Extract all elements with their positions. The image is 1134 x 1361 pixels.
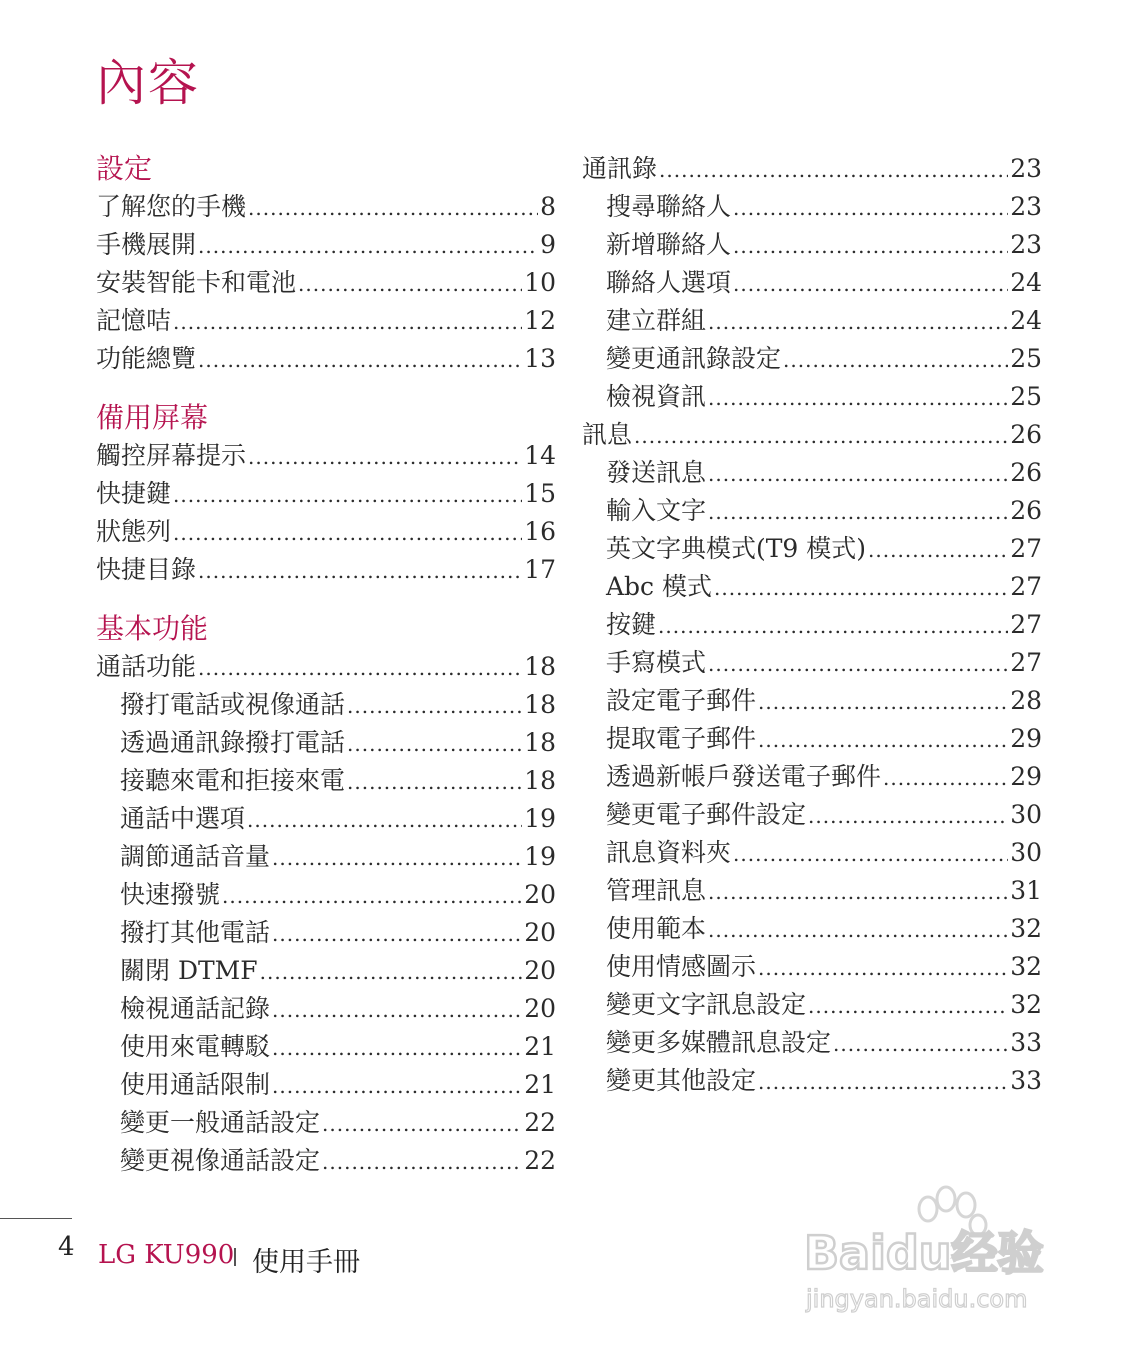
toc-entry	[582, 910, 1042, 948]
toc-entry	[96, 340, 556, 378]
toc-entry-label: 變更一般通話設定	[120, 1108, 321, 1137]
toc-entry-page: 15	[524, 479, 556, 508]
toc-entry-page: 14	[524, 441, 556, 470]
toc-entry-label: 建立群組	[606, 306, 707, 335]
dot-leader	[248, 189, 538, 227]
toc-entry-page: 20	[524, 956, 556, 985]
footer-separator	[234, 1248, 236, 1266]
dot-leader	[347, 725, 522, 763]
toc-right-column	[582, 150, 1042, 1100]
toc-entry-label: 接聽來電和拒接來電	[120, 766, 346, 795]
toc-entry-label: 訊息資料夾	[606, 838, 732, 867]
dot-leader	[347, 687, 522, 725]
toc-entry	[582, 1062, 1042, 1100]
toc-entry-label: 安裝智能卡和電池	[96, 268, 297, 297]
toc-entry-label: 透過通訊錄撥打電話	[120, 728, 346, 757]
toc-entry-page: 20	[524, 918, 556, 947]
toc-entry	[96, 762, 556, 800]
toc-entry	[582, 948, 1042, 986]
dot-leader	[298, 265, 522, 303]
toc-entry-page: 18	[524, 728, 556, 757]
dot-leader	[758, 721, 1008, 759]
dot-leader	[173, 514, 522, 552]
toc-entry-page: 26	[1010, 496, 1042, 525]
toc-entry-label: 變更通訊錄設定	[606, 344, 782, 373]
section-heading: 設定	[96, 152, 153, 185]
toc-entry-label: 通話功能	[96, 652, 197, 681]
dot-leader	[708, 493, 1008, 531]
toc-entry-label: 使用來電轉駁	[120, 1032, 271, 1061]
toc-entry-page: 29	[1010, 762, 1042, 791]
toc-entry	[96, 188, 556, 226]
toc-entry	[582, 226, 1042, 264]
toc-entry	[582, 644, 1042, 682]
toc-entry-page: 13	[524, 344, 556, 373]
dot-leader	[733, 189, 1008, 227]
section-gap	[96, 378, 556, 399]
toc-entry-page: 30	[1010, 838, 1042, 867]
dot-leader	[868, 531, 1008, 569]
dot-leader	[708, 455, 1008, 493]
toc-entry-page: 23	[1010, 230, 1042, 259]
toc-entry-label: 英文字典模式(T9 模式)	[606, 534, 867, 563]
toc-entry	[582, 378, 1042, 416]
toc-entry-page: 33	[1010, 1028, 1042, 1057]
toc-entry-label: 使用通話限制	[120, 1070, 271, 1099]
toc-entry-page: 17	[524, 555, 556, 584]
toc-entry-label: 撥打電話或視像通話	[120, 690, 346, 719]
toc-entry	[96, 1066, 556, 1104]
dot-leader	[198, 649, 522, 687]
dot-leader	[733, 227, 1008, 265]
toc-entry-page: 32	[1010, 990, 1042, 1019]
dot-leader	[758, 1063, 1008, 1101]
toc-entry-label: 了解您的手機	[96, 192, 247, 221]
toc-entry-page: 23	[1010, 192, 1042, 221]
toc-entry-page: 32	[1010, 952, 1042, 981]
dot-leader	[808, 987, 1008, 1025]
toc-entry-page: 9	[540, 230, 556, 259]
toc-entry-label: 提取電子郵件	[606, 724, 757, 753]
toc-entry-page: 25	[1010, 382, 1042, 411]
toc-entry	[582, 492, 1042, 530]
dot-leader	[173, 476, 522, 514]
dot-leader	[883, 759, 1008, 797]
section-heading: 備用屏幕	[96, 401, 209, 434]
toc-entry-label: 觸控屏幕提示	[96, 441, 247, 470]
toc-entry-page: 27	[1010, 610, 1042, 639]
toc-entry-label: 撥打其他電話	[120, 918, 271, 947]
toc-entry-page: 26	[1010, 420, 1042, 449]
dot-leader	[714, 569, 1008, 607]
dot-leader	[260, 953, 523, 991]
dot-leader	[322, 1143, 522, 1181]
toc-entry-label: 變更視像通話設定	[120, 1146, 321, 1175]
toc-entry	[96, 1028, 556, 1066]
dot-leader	[634, 417, 1008, 455]
dot-leader	[708, 379, 1008, 417]
section-heading: 基本功能	[96, 612, 209, 645]
dot-leader	[708, 911, 1008, 949]
toc-entry-label: 變更多媒體訊息設定	[606, 1028, 832, 1057]
toc-entry-page: 8	[540, 192, 556, 221]
toc-entry-page: 22	[524, 1108, 556, 1137]
toc-entry	[96, 226, 556, 264]
dot-leader	[733, 835, 1008, 873]
toc-entry-page: 20	[524, 880, 556, 909]
toc-entry-page: 27	[1010, 648, 1042, 677]
dot-leader	[708, 303, 1008, 341]
toc-entry-label: 快速撥號	[120, 880, 221, 909]
dot-leader	[758, 949, 1008, 987]
toc-entry	[96, 302, 556, 340]
baidu-jingyan-watermark	[800, 1185, 1070, 1320]
toc-entry-label: 變更其他設定	[606, 1066, 757, 1095]
toc-entry-label: 聯絡人選項	[606, 268, 732, 297]
toc-entry-page: 23	[1010, 154, 1042, 183]
dot-leader	[248, 438, 522, 476]
toc-entry	[582, 606, 1042, 644]
toc-entry-page: 18	[524, 690, 556, 719]
toc-entry	[582, 454, 1042, 492]
toc-entry-page: 33	[1010, 1066, 1042, 1095]
toc-entry-page: 18	[524, 766, 556, 795]
toc-entry-label: 狀態列	[96, 517, 172, 546]
toc-entry-label: 手機展開	[96, 230, 197, 259]
dot-leader	[173, 303, 522, 341]
dot-leader	[733, 265, 1008, 303]
toc-entry	[582, 758, 1042, 796]
section-gap	[96, 589, 556, 610]
toc-entry-label: 關閉 DTMF	[120, 956, 258, 985]
toc-entry-label: 快捷鍵	[96, 479, 172, 508]
toc-entry-label: Abc 模式	[606, 572, 713, 601]
dot-leader	[272, 839, 522, 877]
toc-entry	[96, 551, 556, 589]
toc-entry-page: 22	[524, 1146, 556, 1175]
dot-leader	[708, 645, 1008, 683]
toc-entry	[582, 720, 1042, 758]
toc-entry-page: 27	[1010, 534, 1042, 563]
toc-entry	[96, 800, 556, 838]
dot-leader	[222, 877, 522, 915]
toc-entry-page: 10	[524, 268, 556, 297]
toc-entry-label: 使用範本	[606, 914, 707, 943]
toc-entry	[582, 796, 1042, 834]
toc-entry-label: 新增聯絡人	[606, 230, 732, 259]
toc-entry-label: 按鍵	[606, 610, 657, 639]
toc-entry-page: 16	[524, 517, 556, 546]
toc-entry	[96, 990, 556, 1028]
toc-entry-label: 快捷目錄	[96, 555, 197, 584]
toc-entry	[96, 876, 556, 914]
toc-left-column	[96, 150, 556, 1180]
dot-leader	[272, 1067, 522, 1105]
toc-entry	[96, 838, 556, 876]
toc-entry-label: 檢視通話記錄	[120, 994, 271, 1023]
toc-entry-page: 28	[1010, 686, 1042, 715]
watermark-url: jingyan.baidu.com	[806, 1285, 1028, 1313]
toc-entry	[582, 872, 1042, 910]
toc-entry-label: 發送訊息	[606, 458, 707, 487]
toc-entry-label: 調節通話音量	[120, 842, 271, 871]
toc-entry-label: 變更電子郵件設定	[606, 800, 807, 829]
toc-entry-label: 功能總覽	[96, 344, 197, 373]
toc-entry	[96, 264, 556, 302]
toc-entry-label: 訊息	[582, 420, 633, 449]
toc-entry	[96, 437, 556, 475]
toc-entry-page: 26	[1010, 458, 1042, 487]
toc-entry-page: 29	[1010, 724, 1042, 753]
toc-entry-page: 19	[524, 804, 556, 833]
toc-entry	[582, 188, 1042, 226]
model-name: LG KU990	[98, 1240, 235, 1270]
dot-leader	[808, 797, 1008, 835]
footer-rule	[0, 1218, 72, 1219]
toc-entry	[582, 568, 1042, 606]
toc-entry-label: 透過新帳戶發送電子郵件	[606, 762, 882, 791]
toc-entry	[96, 648, 556, 686]
page-number: 4	[58, 1232, 75, 1262]
dot-leader	[198, 341, 522, 379]
toc-entry-label: 輸入文字	[606, 496, 707, 525]
toc-entry-page: 21	[524, 1032, 556, 1061]
toc-entry-page: 32	[1010, 914, 1042, 943]
toc-entry-page: 21	[524, 1070, 556, 1099]
toc-entry-label: 通訊錄	[582, 154, 658, 183]
toc-entry-page: 19	[524, 842, 556, 871]
page-title: 內容	[96, 54, 200, 112]
toc-entry-page: 18	[524, 652, 556, 681]
toc-entry-label: 記憶咭	[96, 306, 172, 335]
toc-entry-label: 搜尋聯絡人	[606, 192, 732, 221]
toc-entry-page: 27	[1010, 572, 1042, 601]
dot-leader	[322, 1105, 522, 1143]
toc-entry	[96, 724, 556, 762]
dot-leader	[758, 683, 1008, 721]
toc-entry	[582, 302, 1042, 340]
dot-leader	[272, 915, 522, 953]
toc-entry-label: 通話中選項	[120, 804, 246, 833]
toc-entry-page: 12	[524, 306, 556, 335]
toc-entry	[96, 513, 556, 551]
toc-entry	[582, 264, 1042, 302]
toc-entry	[582, 340, 1042, 378]
toc-entry	[582, 986, 1042, 1024]
toc-entry	[96, 1142, 556, 1180]
toc-entry-label: 檢視資訊	[606, 382, 707, 411]
toc-entry-page: 20	[524, 994, 556, 1023]
toc-entry-page: 31	[1010, 876, 1042, 905]
dot-leader	[198, 227, 538, 265]
toc-entry-label: 設定電子郵件	[606, 686, 757, 715]
dot-leader	[272, 1029, 522, 1067]
toc-entry-label: 變更文字訊息設定	[606, 990, 807, 1019]
dot-leader	[783, 341, 1008, 379]
toc-entry-page: 25	[1010, 344, 1042, 373]
dot-leader	[659, 151, 1008, 189]
toc-entry	[582, 1024, 1042, 1062]
toc-entry-label: 使用情感圖示	[606, 952, 757, 981]
toc-entry	[96, 914, 556, 952]
toc-entry	[96, 686, 556, 724]
manual-label: 使用手冊	[252, 1247, 360, 1278]
dot-leader	[833, 1025, 1008, 1063]
dot-leader	[198, 552, 522, 590]
toc-entry	[96, 952, 556, 990]
toc-entry	[96, 1104, 556, 1142]
toc-entry-page: 24	[1010, 268, 1042, 297]
toc-entry	[582, 834, 1042, 872]
toc-entry	[582, 682, 1042, 720]
dot-leader	[347, 763, 522, 801]
dot-leader	[272, 991, 522, 1029]
toc-entry	[582, 416, 1042, 454]
toc-entry-label: 手寫模式	[606, 648, 707, 677]
dot-leader	[708, 873, 1008, 911]
toc-entry-page: 30	[1010, 800, 1042, 829]
toc-entry	[96, 475, 556, 513]
dot-leader	[247, 801, 522, 839]
watermark-brand: Baidu经验	[804, 1226, 1044, 1280]
toc-entry-label: 管理訊息	[606, 876, 707, 905]
toc-entry-page: 24	[1010, 306, 1042, 335]
toc-entry	[582, 150, 1042, 188]
toc-entry	[582, 530, 1042, 568]
dot-leader	[658, 607, 1008, 645]
